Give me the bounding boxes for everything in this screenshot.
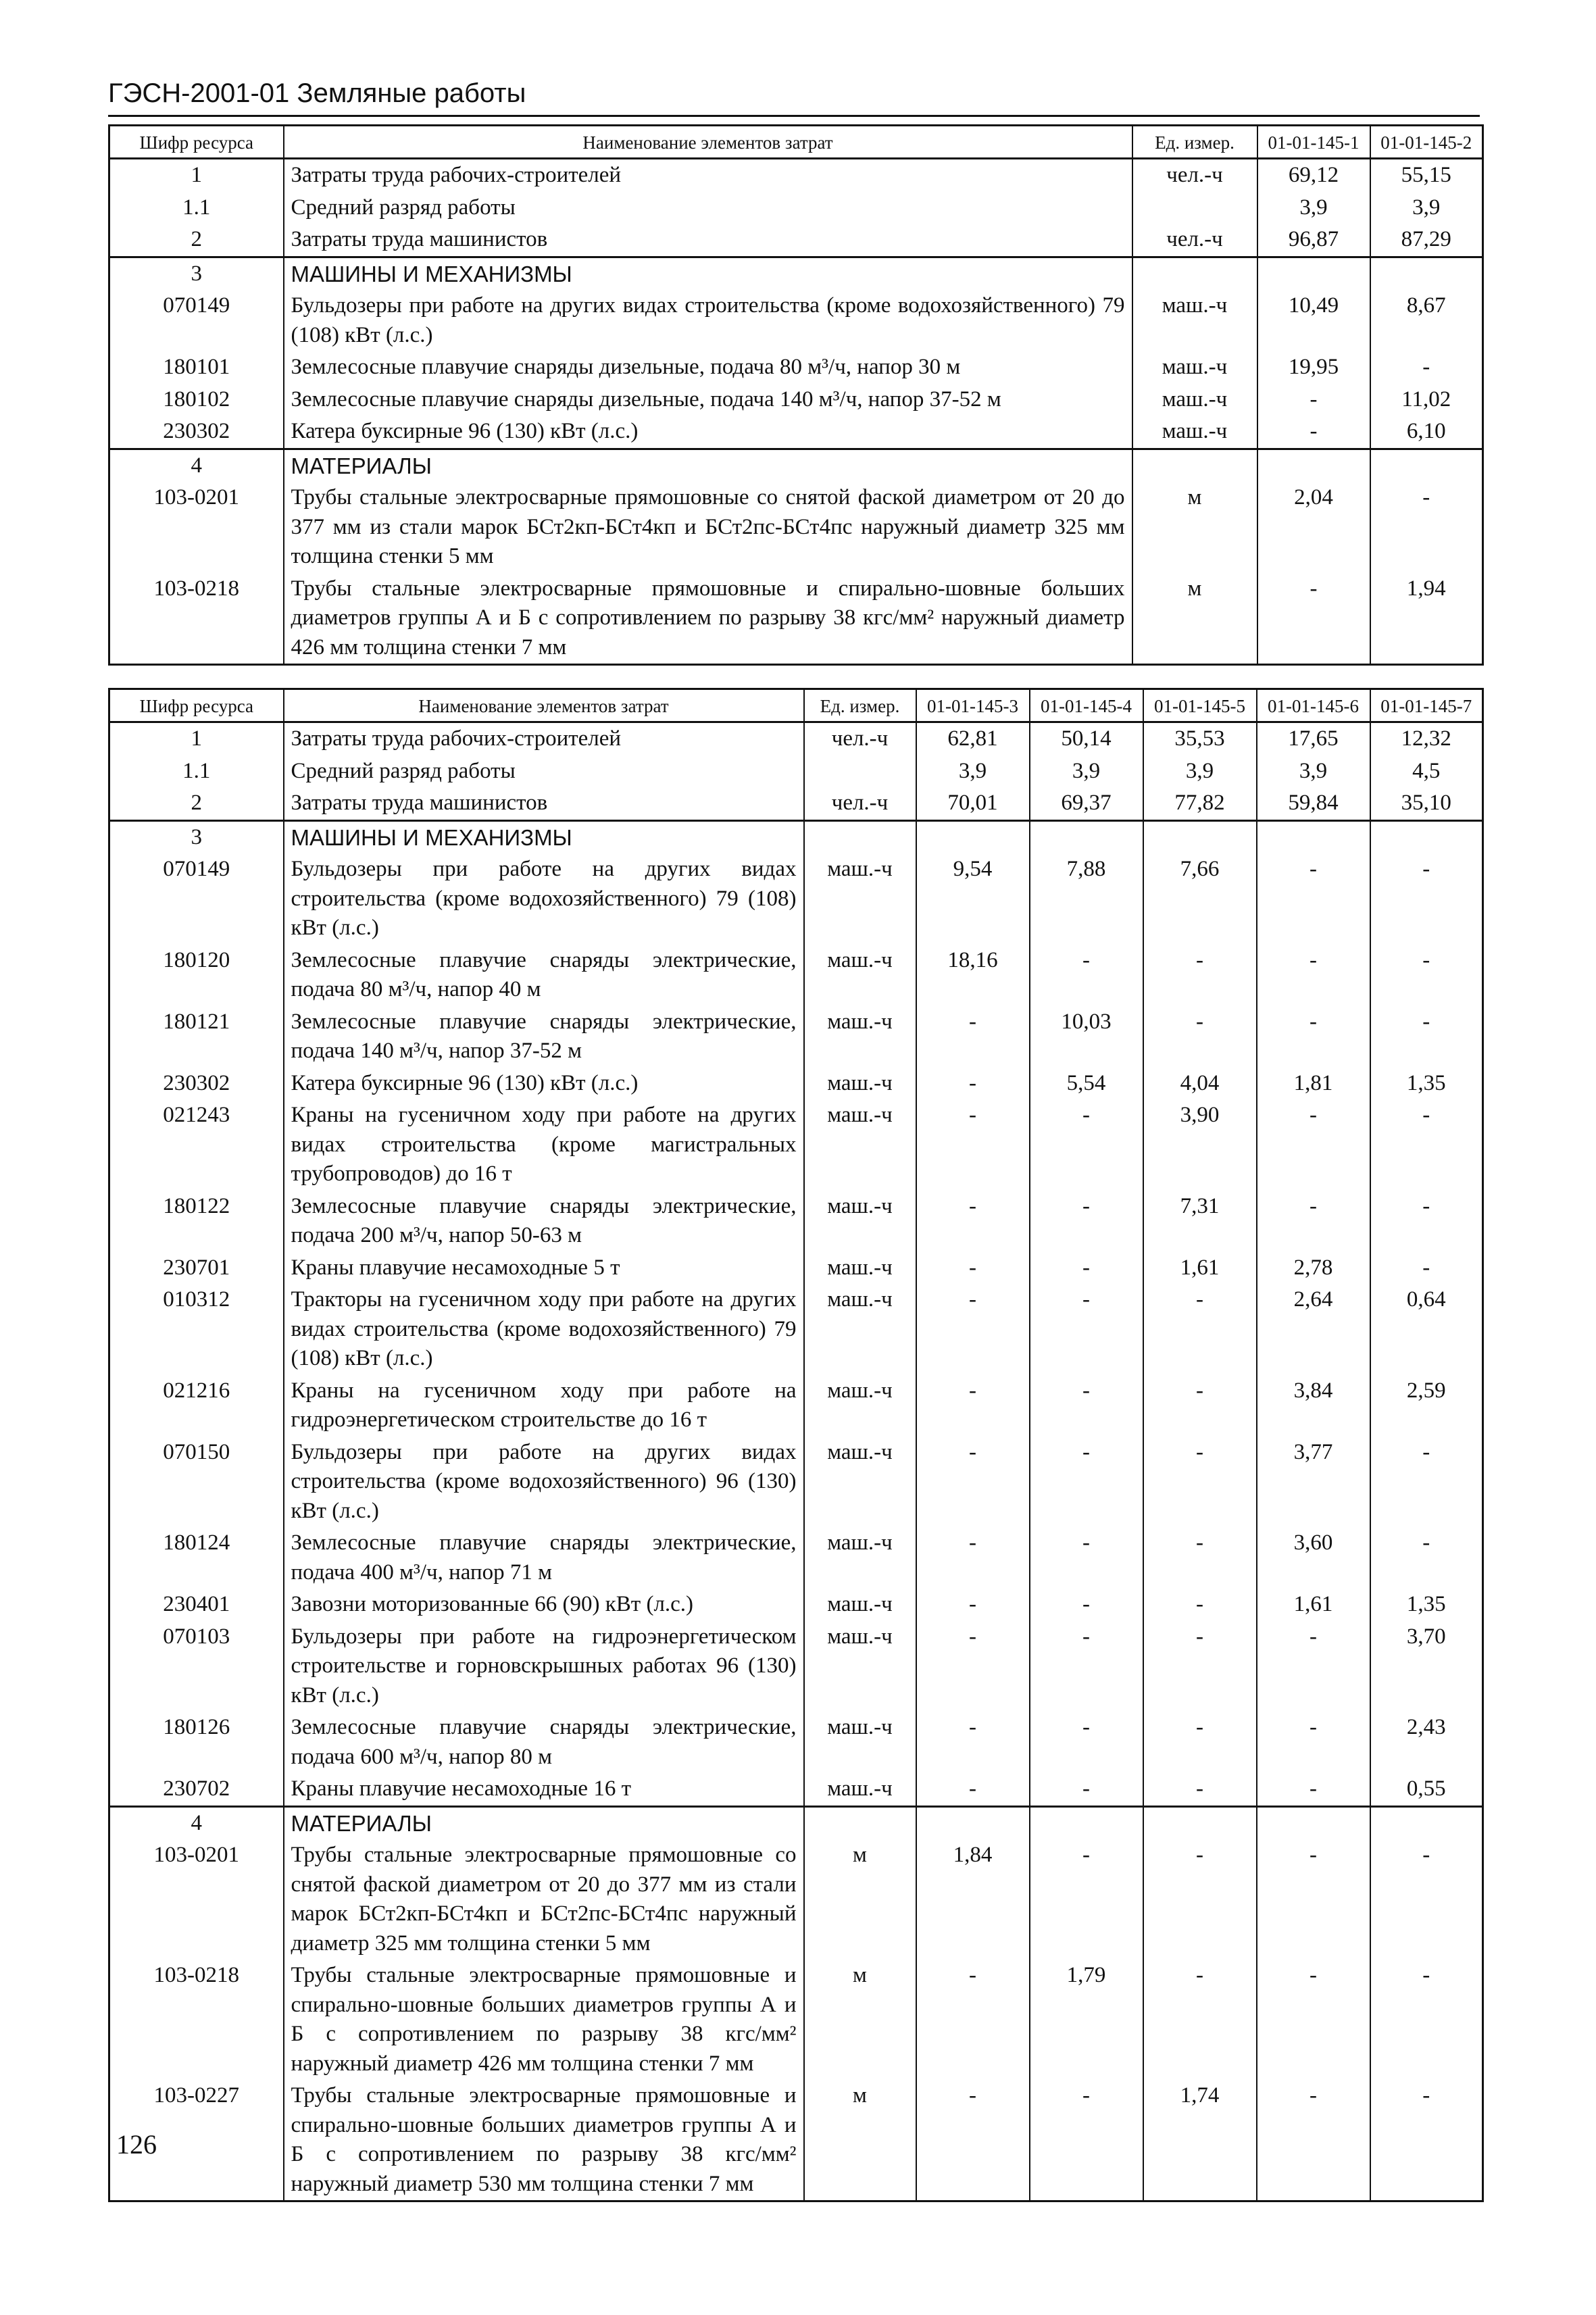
resource-code: 103-0201 <box>109 1839 284 1960</box>
unit-cell: маш.-ч <box>804 1589 916 1621</box>
unit-cell: м <box>804 1839 916 1960</box>
resource-table-2 <box>108 688 1484 2202</box>
value-cell: 10,49 <box>1257 290 1370 351</box>
resource-name: Бульдозеры при работе на гидроэнергетическом строительстве и горновскрышных работах 96 (130) кВт (л.с.) <box>284 1621 804 1712</box>
resource-name: Землесосные плавучие снаряды электрические, подача 140 м³/ч, напор 37-52 м <box>284 1006 804 1068</box>
value-cell: - <box>1143 1621 1257 1712</box>
value-cell: 69,37 <box>1030 787 1143 820</box>
value-cell: 50,14 <box>1030 722 1143 755</box>
value-cell: 1,74 <box>1143 2080 1257 2201</box>
section-title: МАШИНЫ И МЕХАНИЗМЫ <box>284 257 1132 290</box>
value-cell <box>1257 1806 1370 1839</box>
value-cell: - <box>1257 416 1370 449</box>
value-cell: 2,04 <box>1257 482 1370 573</box>
resource-name: Трубы стальные электросварные прямошовные со снятой фаской диаметром от 20 до 377 мм из стали марок БСт2кп-БСт4кп и БСт2пс-БСт4пс наружный диаметр 325 мм толщина стенки 5 мм <box>284 482 1132 573</box>
value-cell: 3,9 <box>1257 192 1370 224</box>
value-cell: - <box>1257 1712 1370 1773</box>
table-row <box>109 853 1483 945</box>
table-row <box>109 1960 1483 2080</box>
col-header-value: 01-01-145-6 <box>1257 689 1370 722</box>
value-cell: - <box>1370 853 1483 945</box>
unit-cell <box>804 820 916 853</box>
resource-code: 2 <box>109 224 284 257</box>
value-cell <box>1143 1806 1257 1839</box>
unit-cell <box>1132 449 1257 482</box>
unit-cell: м <box>804 1960 916 2080</box>
value-cell: 62,81 <box>916 722 1030 755</box>
value-cell: - <box>1143 1006 1257 1068</box>
col-header-value: 01-01-145-2 <box>1370 126 1483 159</box>
unit-cell <box>1132 192 1257 224</box>
resource-code: 103-0218 <box>109 1960 284 2080</box>
resource-code: 230401 <box>109 1589 284 1621</box>
resource-code: 070103 <box>109 1621 284 1712</box>
value-cell <box>916 820 1030 853</box>
value-cell: 3,60 <box>1257 1527 1370 1589</box>
value-cell: - <box>1030 1839 1143 1960</box>
unit-cell: м <box>804 2080 916 2201</box>
value-cell: 35,10 <box>1370 787 1483 820</box>
resource-code: 180102 <box>109 384 284 416</box>
resource-name: Трубы стальные электросварные прямошовные со снятой фаской диаметром от 20 до 377 мм из стали марок БСт2кп-БСт4кп и БСт2пс-БСт4пс наружный диаметр 325 мм толщина стенки 5 мм <box>284 1839 804 1960</box>
value-cell: 19,95 <box>1257 351 1370 384</box>
resource-name: Землесосные плавучие снаряды электрические, подача 600 м³/ч, напор 80 м <box>284 1712 804 1773</box>
resource-name: Затраты труда машинистов <box>284 787 804 820</box>
col-header-value: 01-01-145-3 <box>916 689 1030 722</box>
value-cell <box>1370 820 1483 853</box>
section-row <box>109 1806 1483 1839</box>
value-cell: 1,94 <box>1370 573 1483 665</box>
resource-name: Катера буксирные 96 (130) кВт (л.с.) <box>284 416 1132 449</box>
value-cell: - <box>1030 2080 1143 2201</box>
value-cell: 6,10 <box>1370 416 1483 449</box>
resource-code: 180120 <box>109 945 284 1006</box>
resource-name: Бульдозеры при работе на других видах строительства (кроме водохозяйственного) 79 (108) кВт (л.с.) <box>284 853 804 945</box>
resource-code: 3 <box>109 257 284 290</box>
value-cell: 3,9 <box>1257 755 1370 788</box>
value-cell: - <box>916 1621 1030 1712</box>
table-row <box>109 1712 1483 1773</box>
value-cell: 1,35 <box>1370 1589 1483 1621</box>
value-cell: - <box>1257 945 1370 1006</box>
value-cell: 3,70 <box>1370 1621 1483 1712</box>
value-cell: - <box>1143 1527 1257 1589</box>
unit-cell <box>804 755 916 788</box>
unit-cell: маш.-ч <box>1132 290 1257 351</box>
value-cell: - <box>916 1099 1030 1191</box>
resource-code: 103-0227 <box>109 2080 284 2201</box>
resource-name: Землесосные плавучие снаряды дизельные, подача 80 м³/ч, напор 30 м <box>284 351 1132 384</box>
resource-code: 070149 <box>109 853 284 945</box>
value-cell: 1,61 <box>1143 1252 1257 1285</box>
value-cell: 2,43 <box>1370 1712 1483 1773</box>
table-row <box>109 1284 1483 1375</box>
table-row <box>109 1437 1483 1528</box>
resource-code: 230701 <box>109 1252 284 1285</box>
resource-code: 230702 <box>109 1773 284 1806</box>
value-cell: - <box>1257 1839 1370 1960</box>
value-cell: - <box>1030 945 1143 1006</box>
resource-code: 4 <box>109 1806 284 1839</box>
resource-name: Катера буксирные 96 (130) кВт (л.с.) <box>284 1068 804 1100</box>
value-cell: - <box>1370 1527 1483 1589</box>
table-row <box>109 159 1483 192</box>
value-cell: - <box>1143 1284 1257 1375</box>
table-row <box>109 1006 1483 1068</box>
value-cell <box>1257 257 1370 290</box>
resource-name: Бульдозеры при работе на других видах строительства (кроме водохозяйственного) 79 (108) кВт (л.с.) <box>284 290 1132 351</box>
col-header-name: Наименование элементов затрат <box>284 126 1132 159</box>
unit-cell: м <box>1132 573 1257 665</box>
page-number: 126 <box>116 2129 157 2160</box>
value-cell: - <box>1143 1437 1257 1528</box>
value-cell: 1,84 <box>916 1839 1030 1960</box>
unit-cell: чел.-ч <box>804 787 916 820</box>
resource-table-1 <box>108 124 1484 666</box>
unit-cell: маш.-ч <box>804 1712 916 1773</box>
table-row <box>109 573 1483 665</box>
value-cell: - <box>1257 573 1370 665</box>
value-cell: - <box>1030 1621 1143 1712</box>
value-cell: 7,88 <box>1030 853 1143 945</box>
value-cell: - <box>1143 1712 1257 1773</box>
col-header-name: Наименование элементов затрат <box>284 689 804 722</box>
col-header-code: Шифр ресурса <box>109 126 284 159</box>
value-cell: 87,29 <box>1370 224 1483 257</box>
table-body <box>109 159 1483 665</box>
value-cell: - <box>1370 1252 1483 1285</box>
section-row <box>109 820 1483 853</box>
value-cell: - <box>1030 1437 1143 1528</box>
value-cell: 0,64 <box>1370 1284 1483 1375</box>
table-row <box>109 787 1483 820</box>
section-row <box>109 257 1483 290</box>
unit-cell: маш.-ч <box>1132 384 1257 416</box>
col-header-value: 01-01-145-7 <box>1370 689 1483 722</box>
table-row <box>109 1839 1483 1960</box>
value-cell <box>1257 449 1370 482</box>
table-row <box>109 1252 1483 1285</box>
table-row <box>109 1773 1483 1806</box>
resource-name: Затраты труда рабочих-строителей <box>284 722 804 755</box>
value-cell: 70,01 <box>916 787 1030 820</box>
resource-name: Краны на гусеничном ходу при работе на гидроэнергетическом строительстве до 16 т <box>284 1375 804 1437</box>
value-cell: 7,31 <box>1143 1191 1257 1252</box>
value-cell: - <box>916 1712 1030 1773</box>
value-cell: 2,64 <box>1257 1284 1370 1375</box>
unit-cell: маш.-ч <box>804 1437 916 1528</box>
value-cell: - <box>1370 2080 1483 2201</box>
value-cell <box>1030 1806 1143 1839</box>
section-row <box>109 449 1483 482</box>
col-header-code: Шифр ресурса <box>109 689 284 722</box>
value-cell: 3,9 <box>1030 755 1143 788</box>
value-cell: 11,02 <box>1370 384 1483 416</box>
table-row <box>109 755 1483 788</box>
value-cell <box>1143 820 1257 853</box>
page-title: ГЭСН-2001-01 Земляные работы <box>108 78 526 108</box>
resource-name: Краны на гусеничном ходу при работе на других видах строительства (кроме магистральных трубопроводов) до 16 т <box>284 1099 804 1191</box>
value-cell: - <box>1370 1437 1483 1528</box>
unit-cell: маш.-ч <box>804 1621 916 1712</box>
value-cell: - <box>916 1191 1030 1252</box>
value-cell: - <box>1370 1006 1483 1068</box>
value-cell: - <box>1030 1527 1143 1589</box>
resource-code: 021243 <box>109 1099 284 1191</box>
header-divider <box>108 115 1480 117</box>
value-cell: 59,84 <box>1257 787 1370 820</box>
resource-code: 010312 <box>109 1284 284 1375</box>
value-cell: - <box>1370 482 1483 573</box>
section-title: МАШИНЫ И МЕХАНИЗМЫ <box>284 820 804 853</box>
resource-code: 070149 <box>109 290 284 351</box>
resource-code: 3 <box>109 820 284 853</box>
table-row <box>109 1191 1483 1252</box>
value-cell: - <box>1143 945 1257 1006</box>
value-cell: - <box>1143 1839 1257 1960</box>
unit-cell: маш.-ч <box>804 1068 916 1100</box>
value-cell: - <box>1257 1621 1370 1712</box>
value-cell: - <box>1143 1589 1257 1621</box>
value-cell: - <box>916 1589 1030 1621</box>
value-cell: 1,79 <box>1030 1960 1143 2080</box>
resource-name: Землесосные плавучие снаряды дизельные, подача 140 м³/ч, напор 37-52 м <box>284 384 1132 416</box>
value-cell: - <box>916 1284 1030 1375</box>
value-cell: - <box>916 1773 1030 1806</box>
table-row <box>109 2080 1483 2201</box>
col-header-value: 01-01-145-1 <box>1257 126 1370 159</box>
unit-cell: маш.-ч <box>804 853 916 945</box>
value-cell: 55,15 <box>1370 159 1483 192</box>
unit-cell: маш.-ч <box>1132 351 1257 384</box>
unit-cell: маш.-ч <box>804 1099 916 1191</box>
value-cell: - <box>1257 1960 1370 2080</box>
resource-name: Трубы стальные электросварные прямошовные и спирально-шовные больших диаметров группы А и Б с сопротивлением по разрыву 38 кгс/мм² наружный диаметр 426 мм толщина стенки 7 мм <box>284 573 1132 665</box>
value-cell: 18,16 <box>916 945 1030 1006</box>
value-cell <box>1370 1806 1483 1839</box>
unit-cell: маш.-ч <box>1132 416 1257 449</box>
value-cell: - <box>916 1437 1030 1528</box>
value-cell: - <box>1257 384 1370 416</box>
table-row <box>109 1589 1483 1621</box>
value-cell: - <box>916 1960 1030 2080</box>
resource-code: 180122 <box>109 1191 284 1252</box>
unit-cell: маш.-ч <box>804 1252 916 1285</box>
value-cell: - <box>916 1068 1030 1100</box>
table-row <box>109 351 1483 384</box>
value-cell: - <box>1030 1773 1143 1806</box>
value-cell: - <box>1257 1191 1370 1252</box>
value-cell: - <box>1370 1839 1483 1960</box>
table-row <box>109 1621 1483 1712</box>
value-cell: - <box>1257 1006 1370 1068</box>
value-cell: - <box>916 1006 1030 1068</box>
value-cell <box>1257 820 1370 853</box>
table-row <box>109 1375 1483 1437</box>
unit-cell: маш.-ч <box>804 1527 916 1589</box>
table-row <box>109 224 1483 257</box>
value-cell: - <box>1030 1099 1143 1191</box>
unit-cell: маш.-ч <box>804 1375 916 1437</box>
value-cell: - <box>1030 1712 1143 1773</box>
resource-name: Средний разряд работы <box>284 192 1132 224</box>
value-cell: 8,67 <box>1370 290 1483 351</box>
table-row <box>109 1068 1483 1100</box>
value-cell: 3,77 <box>1257 1437 1370 1528</box>
value-cell: - <box>1257 2080 1370 2201</box>
col-header-unit: Ед. измер. <box>1132 126 1257 159</box>
value-cell: - <box>1030 1375 1143 1437</box>
value-cell: 3,9 <box>916 755 1030 788</box>
table-row <box>109 384 1483 416</box>
value-cell: 1,81 <box>1257 1068 1370 1100</box>
table-header-row <box>109 689 1483 722</box>
value-cell: - <box>1257 1773 1370 1806</box>
unit-cell: чел.-ч <box>1132 159 1257 192</box>
value-cell: 4,04 <box>1143 1068 1257 1100</box>
value-cell: - <box>1370 945 1483 1006</box>
resource-code: 4 <box>109 449 284 482</box>
resource-name: Краны плавучие несамоходные 16 т <box>284 1773 804 1806</box>
table-row <box>109 290 1483 351</box>
unit-cell: чел.-ч <box>804 722 916 755</box>
value-cell <box>1370 257 1483 290</box>
unit-cell: маш.-ч <box>804 1773 916 1806</box>
col-header-value: 01-01-145-5 <box>1143 689 1257 722</box>
value-cell: - <box>1143 1375 1257 1437</box>
resource-code: 1 <box>109 159 284 192</box>
resource-code: 180126 <box>109 1712 284 1773</box>
value-cell: - <box>1030 1191 1143 1252</box>
resource-code: 180101 <box>109 351 284 384</box>
resource-name: Завозни моторизованные 66 (90) кВт (л.с.) <box>284 1589 804 1621</box>
value-cell <box>1030 820 1143 853</box>
col-header-unit: Ед. измер. <box>804 689 916 722</box>
resource-code: 103-0218 <box>109 573 284 665</box>
resource-code: 180124 <box>109 1527 284 1589</box>
value-cell: 7,66 <box>1143 853 1257 945</box>
value-cell: 1,61 <box>1257 1589 1370 1621</box>
resource-name: Землесосные плавучие снаряды электрические, подача 400 м³/ч, напор 71 м <box>284 1527 804 1589</box>
resource-code: 2 <box>109 787 284 820</box>
value-cell <box>1370 449 1483 482</box>
value-cell: 77,82 <box>1143 787 1257 820</box>
table-row <box>109 416 1483 449</box>
value-cell: 2,78 <box>1257 1252 1370 1285</box>
value-cell: 2,59 <box>1370 1375 1483 1437</box>
section-title: МАТЕРИАЛЫ <box>284 1806 804 1839</box>
resource-name: Трубы стальные электросварные прямошовные и спирально-шовные больших диаметров группы А и Б с сопротивлением по разрыву 38 кгс/мм² наружный диаметр 530 мм толщина стенки 7 мм <box>284 2080 804 2201</box>
resource-code: 021216 <box>109 1375 284 1437</box>
value-cell: - <box>1370 1191 1483 1252</box>
resource-code: 1 <box>109 722 284 755</box>
resource-code: 230302 <box>109 416 284 449</box>
unit-cell: маш.-ч <box>804 1006 916 1068</box>
table-body <box>109 722 1483 2201</box>
value-cell: - <box>1143 1773 1257 1806</box>
value-cell: - <box>1257 853 1370 945</box>
value-cell <box>916 1806 1030 1839</box>
resource-code: 070150 <box>109 1437 284 1528</box>
resource-name: Средний разряд работы <box>284 755 804 788</box>
unit-cell: чел.-ч <box>1132 224 1257 257</box>
resource-name: Бульдозеры при работе на других видах строительства (кроме водохозяйственного) 96 (130) кВт (л.с.) <box>284 1437 804 1528</box>
value-cell: - <box>916 1252 1030 1285</box>
value-cell: 35,53 <box>1143 722 1257 755</box>
table-row <box>109 722 1483 755</box>
unit-cell <box>1132 257 1257 290</box>
value-cell: - <box>1030 1284 1143 1375</box>
unit-cell: маш.-ч <box>804 1284 916 1375</box>
value-cell: 69,12 <box>1257 159 1370 192</box>
unit-cell: маш.-ч <box>804 1191 916 1252</box>
resource-code: 230302 <box>109 1068 284 1100</box>
value-cell: 5,54 <box>1030 1068 1143 1100</box>
table-row <box>109 945 1483 1006</box>
value-cell: 17,65 <box>1257 722 1370 755</box>
value-cell: 4,5 <box>1370 755 1483 788</box>
value-cell: - <box>1030 1252 1143 1285</box>
value-cell: - <box>916 2080 1030 2201</box>
table-row <box>109 192 1483 224</box>
resource-name: Землесосные плавучие снаряды электрические, подача 80 м³/ч, напор 40 м <box>284 945 804 1006</box>
table-header-row <box>109 126 1483 159</box>
resource-name: Краны плавучие несамоходные 5 т <box>284 1252 804 1285</box>
value-cell: - <box>1143 1960 1257 2080</box>
value-cell: 3,90 <box>1143 1099 1257 1191</box>
resource-code: 1.1 <box>109 755 284 788</box>
value-cell: - <box>1030 1589 1143 1621</box>
value-cell: 3,84 <box>1257 1375 1370 1437</box>
resource-code: 1.1 <box>109 192 284 224</box>
table-row <box>109 482 1483 573</box>
resource-name: Затраты труда машинистов <box>284 224 1132 257</box>
unit-cell: маш.-ч <box>804 945 916 1006</box>
value-cell: 9,54 <box>916 853 1030 945</box>
unit-cell <box>804 1806 916 1839</box>
table-row <box>109 1527 1483 1589</box>
page-header <box>108 76 1480 117</box>
value-cell: - <box>1257 1099 1370 1191</box>
resource-name: Тракторы на гусеничном ходу при работе на других видах строительства (кроме водохозяйственного) 79 (108) кВт (л.с.) <box>284 1284 804 1375</box>
value-cell: - <box>1370 1960 1483 2080</box>
value-cell: - <box>1370 1099 1483 1191</box>
value-cell: 1,35 <box>1370 1068 1483 1100</box>
resource-name: Землесосные плавучие снаряды электрические, подача 200 м³/ч, напор 50-63 м <box>284 1191 804 1252</box>
table-row <box>109 1099 1483 1191</box>
resource-code: 103-0201 <box>109 482 284 573</box>
value-cell: 96,87 <box>1257 224 1370 257</box>
section-title: МАТЕРИАЛЫ <box>284 449 1132 482</box>
unit-cell: м <box>1132 482 1257 573</box>
value-cell: - <box>1370 351 1483 384</box>
value-cell: 10,03 <box>1030 1006 1143 1068</box>
value-cell: 12,32 <box>1370 722 1483 755</box>
value-cell: 3,9 <box>1143 755 1257 788</box>
col-header-value: 01-01-145-4 <box>1030 689 1143 722</box>
value-cell: - <box>916 1375 1030 1437</box>
value-cell: 3,9 <box>1370 192 1483 224</box>
value-cell: - <box>916 1527 1030 1589</box>
value-cell: 0,55 <box>1370 1773 1483 1806</box>
resource-name: Затраты труда рабочих-строителей <box>284 159 1132 192</box>
resource-code: 180121 <box>109 1006 284 1068</box>
resource-name: Трубы стальные электросварные прямошовные и спирально-шовные больших диаметров группы А и Б с сопротивлением по разрыву 38 кгс/мм² наружный диаметр 426 мм толщина стенки 7 мм <box>284 1960 804 2080</box>
